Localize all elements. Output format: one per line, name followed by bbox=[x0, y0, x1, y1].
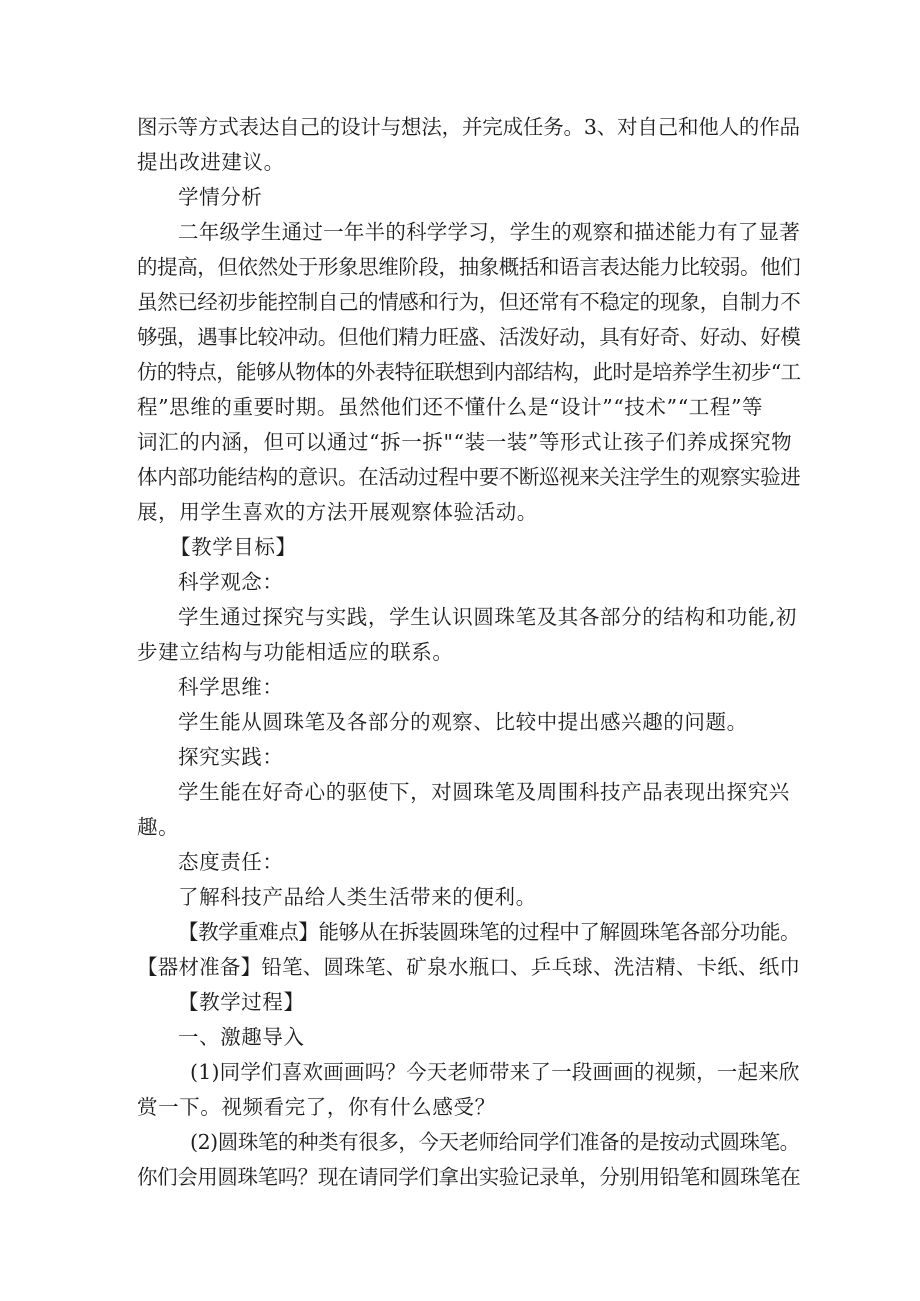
text-line: 仿的特点，能够从物体的外表特征联想到内部结构，此时是培养学生初步“工 bbox=[137, 360, 801, 384]
subheading: 一、激趣导入 bbox=[178, 1025, 305, 1049]
text-line: 图示等方式表达自己的设计与想法，并完成任务。3、对自己和他人的作品 bbox=[137, 115, 800, 139]
subheading: 科学思维： bbox=[178, 675, 284, 699]
subheading: 态度责任： bbox=[178, 850, 284, 874]
text-line: 的提高，但依然处于形象思维阶段，抽象概括和语言表达能力比较弱。他们 bbox=[137, 255, 801, 279]
text-line: 你们会用圆珠笔吗？现在请同学们拿出实验记录单，分别用铅笔和圆珠笔在 bbox=[137, 1165, 801, 1189]
subheading: 科学观念： bbox=[178, 570, 284, 594]
section-heading: 【教学目标】 bbox=[170, 535, 297, 559]
text-line: 体内部功能结构的意识。在活动过程中要不断巡视来关注学生的观察实验进 bbox=[137, 465, 801, 489]
text-line: 【器材准备】铅笔、圆珠笔、矿泉水瓶口、乒乓球、洗洁精、卡纸、纸巾 bbox=[137, 955, 801, 979]
text-line: (1)同学们喜欢画画吗？今天老师带来了一段画画的视频，一起来欣 bbox=[190, 1060, 800, 1084]
text-line: 步建立结构与功能相适应的联系。 bbox=[137, 640, 454, 664]
section-heading: 学情分析 bbox=[178, 185, 263, 209]
text-line: 学生通过探究与实践，学生认识圆珠笔及其各部分的结构和功能,初 bbox=[178, 605, 798, 629]
text-line: (2)圆珠笔的种类有很多，今天老师给同学们准备的是按动式圆珠笔。 bbox=[190, 1130, 800, 1154]
text-line: 程”思维的重要时期。虽然他们还不懂什么是“设计”“技术”“工程”等 bbox=[137, 395, 764, 419]
text-line: 二年级学生通过一年半的科学学习，学生的观察和描述能力有了显著 bbox=[178, 220, 800, 244]
text-line: 了解科技产品给人类生活带来的便利。 bbox=[178, 885, 537, 909]
text-line: 虽然已经初步能控制自己的情感和行为，但还常有不稳定的现象，自制力不 bbox=[137, 290, 801, 314]
subheading: 探究实践： bbox=[178, 745, 284, 769]
text-line: 学生能在好奇心的驱使下，对圆珠笔及周围科技产品表现出探究兴 bbox=[178, 780, 790, 804]
text-line: 提出改进建议。 bbox=[137, 150, 285, 174]
text-line: 赏一下。视频看完了，你有什么感受？ bbox=[137, 1095, 496, 1119]
text-line: 趣。 bbox=[137, 815, 180, 839]
text-line: 学生能从圆珠笔及各部分的观察、比较中提出感兴趣的问题。 bbox=[178, 710, 748, 734]
text-line: 【教学重难点】能够从在拆装圆珠笔的过程中了解圆珠笔各部分功能。 bbox=[178, 920, 801, 944]
text-line: 展，用学生喜欢的方法开展观察体验活动。 bbox=[137, 500, 538, 524]
text-line: 够强，遇事比较冲动。但他们精力旺盛、活泼好动，具有好奇、好动、好模 bbox=[137, 325, 801, 349]
text-line: 词汇的内涵，但可以通过“拆一拆"“装一装”等形式让孩子们养成探究物 bbox=[137, 430, 793, 454]
section-heading: 【教学过程】 bbox=[178, 990, 305, 1014]
